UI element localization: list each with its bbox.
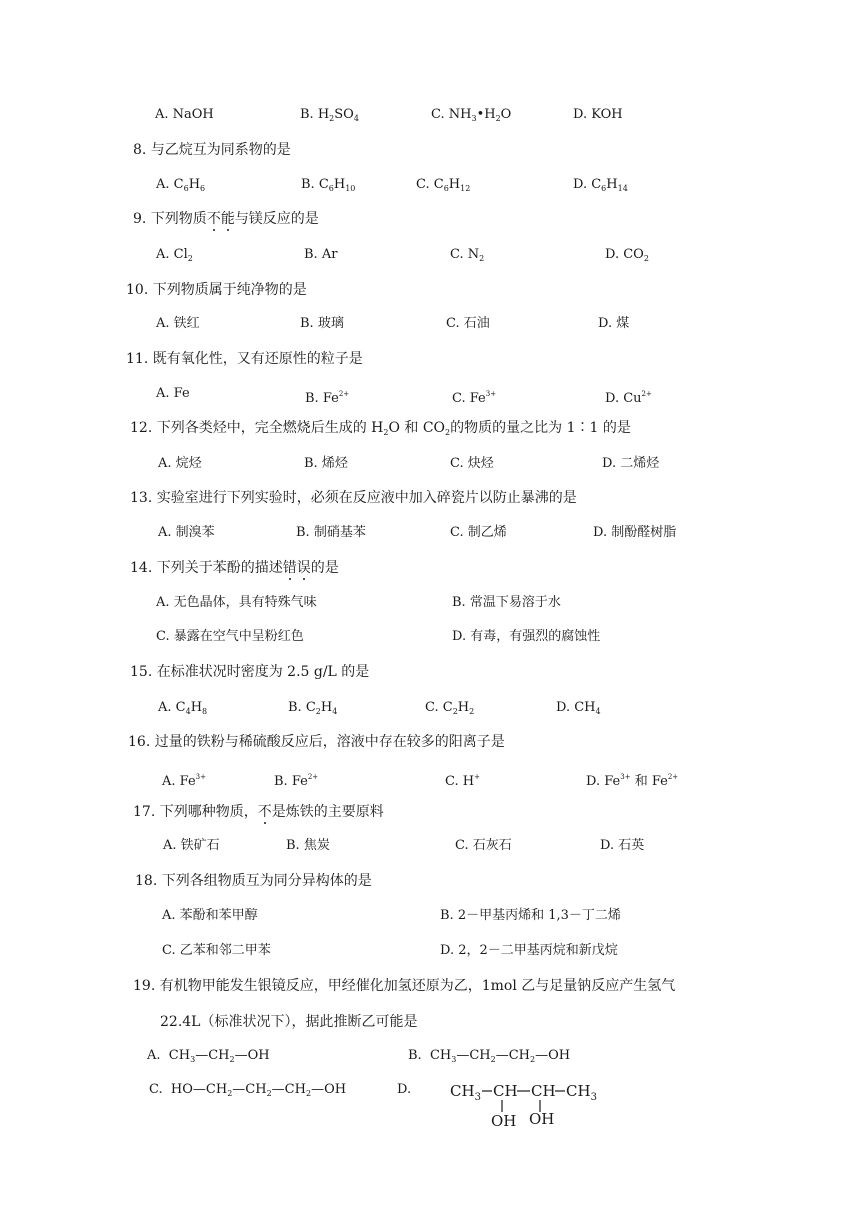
q10-option-b[interactable]: B. 玻璃 (300, 316, 344, 331)
q17-stem: 17. 下列哪种物质，不是炼铁的主要原料 (133, 804, 384, 820)
svg-text:OH: OH (529, 1110, 555, 1128)
q8-option-c[interactable]: C. $C_6H_{12}$ (416, 177, 471, 193)
q19-option-a[interactable]: A. $CH_3—CH_2—OH$ (147, 1048, 270, 1064)
q12-option-d[interactable]: D. 二烯烃 (602, 456, 660, 471)
q9-option-a[interactable]: A. $Cl_2$ (156, 247, 193, 263)
q12-option-a[interactable]: A. 烷烃 (158, 456, 202, 471)
q10-option-d[interactable]: D. 煤 (598, 316, 630, 331)
q7-option-b[interactable]: B. $H_2SO_4$ (300, 107, 359, 123)
q16-option-d[interactable]: D. $Fe^{3+}$ 和 $Fe^{2+}$ (586, 773, 679, 789)
q17-option-b[interactable]: B. 焦炭 (286, 838, 330, 853)
q14-option-c[interactable]: C. 暴露在空气中呈粉红色 (156, 629, 304, 644)
q13-option-a[interactable]: A. 制溴苯 (158, 525, 215, 540)
q16-option-c[interactable]: C. H+ (445, 773, 480, 789)
q7-option-c[interactable]: C. $NH_3•H_2O$ (431, 107, 512, 123)
q9-option-c[interactable]: C. $N_2$ (450, 247, 485, 263)
q11-stem: 11. 既有氧化性，又有还原性的粒子是 (126, 351, 363, 367)
q18-option-c[interactable]: C. 乙苯和邻二甲苯 (162, 943, 271, 958)
q15-option-c[interactable]: C. $C_2H_2$ (425, 700, 475, 716)
q7-option-a[interactable]: A. NaOH (155, 107, 214, 122)
q16-option-b[interactable]: B. $Fe^{2+}$ (274, 773, 319, 789)
q13-option-d[interactable]: D. 制酚醛树脂 (593, 525, 677, 540)
q8-option-d[interactable]: D. $C_6H_{14}$ (573, 177, 628, 193)
svg-text:CH3: $CH_3$ (566, 1082, 597, 1103)
q19-option-c[interactable]: C. $HO—CH_2—CH_2—CH_2—OH$ (149, 1082, 347, 1098)
q14-option-b[interactable]: B. 常温下易溶于水 (452, 595, 561, 610)
q10-option-c[interactable]: C. 石油 (446, 316, 490, 331)
q8-option-b[interactable]: B. $C_6H_{10}$ (301, 177, 356, 193)
q13-option-b[interactable]: B. 制硝基苯 (296, 525, 366, 540)
q9-option-b[interactable]: B. Ar (304, 247, 338, 262)
q11-option-b[interactable]: B. $Fe^{2+}$ (305, 390, 350, 406)
q9-option-d[interactable]: D. $CO_2$ (605, 247, 649, 263)
q7-option-d[interactable]: D. KOH (573, 107, 623, 122)
q18-option-d[interactable]: D. 2，2－二甲基丙烷和新戊烷 (440, 943, 618, 958)
q10-option-a[interactable]: A. 铁红 (156, 316, 200, 331)
q8-stem: 8. 与乙烷互为同系物的是 (133, 142, 291, 158)
q12-stem: 12. 下列各类烃中，完全燃烧后生成的 $H_2O$ 和 $CO_2$的物质的量之比为 1∶1 的是 (130, 420, 631, 437)
q12-option-b[interactable]: B. 烯烃 (304, 456, 348, 471)
q16-option-a[interactable]: A. $Fe^{3+}$ (162, 773, 206, 789)
q18-option-a[interactable]: A. 苯酚和苯甲醇 (162, 908, 258, 923)
svg-text:CH: CH (531, 1082, 556, 1100)
q19-option-b[interactable]: B. $CH_3—CH_2—CH_2—OH$ (408, 1048, 571, 1064)
q18-stem: 18. 下列各组物质互为同分异构体的是 (135, 873, 372, 889)
q14-option-d[interactable]: D. 有毒，有强烈的腐蚀性 (452, 629, 601, 644)
q15-option-b[interactable]: B. $C_2H_4$ (288, 700, 338, 716)
q19-stem: 19. 有机物甲能发生银镜反应，甲经催化加氢还原为乙，1mol 乙与足量钠反应产生氢气 (133, 978, 676, 994)
q8-option-a[interactable]: A. $C_6H_6$ (156, 177, 206, 193)
q9-stem: 9. 下列物质不能与镁反应的是 (133, 211, 319, 227)
q13-option-c[interactable]: C. 制乙烯 (450, 525, 507, 540)
q17-option-d[interactable]: D. 石英 (600, 838, 645, 853)
q19-option-d-structure[interactable] (448, 1078, 598, 1130)
svg-text:CH3: $CH_3$ (450, 1082, 481, 1103)
q19-option-d-label[interactable]: D. (397, 1082, 412, 1097)
q18-option-b[interactable]: B. 2－甲基丙烯和 1,3－丁二烯 (440, 908, 621, 923)
q15-option-a[interactable]: A. $C_4H_8$ (158, 700, 208, 716)
svg-text:OH: OH (491, 1112, 517, 1130)
q12-option-c[interactable]: C. 炔烃 (450, 456, 494, 471)
svg-text:CH: CH (493, 1082, 518, 1100)
q19-stem-continued: 22.4L（标准状况下），据此推断乙可能是 (160, 1014, 418, 1030)
q10-stem: 10. 下列物质属于纯净物的是 (126, 282, 307, 298)
q17-option-c[interactable]: C. 石灰石 (455, 838, 512, 853)
q15-stem: 15. 在标准状况时密度为 2.5 g/L 的是 (130, 664, 370, 680)
q11-option-a[interactable]: A. Fe (156, 386, 190, 401)
q14-option-a[interactable]: A. 无色晶体，具有特殊气味 (156, 595, 317, 610)
q14-stem: 14. 下列关于苯酚的描述错误的是 (130, 560, 339, 576)
q13-stem: 13. 实验室进行下列实验时，必须在反应液中加入碎瓷片以防止暴沸的是 (130, 490, 577, 506)
q16-stem: 16. 过量的铁粉与稀硫酸反应后，溶液中存在较多的阳离子是 (128, 734, 505, 750)
q17-option-a[interactable]: A. 铁矿石 (163, 838, 220, 853)
q11-option-d[interactable]: D. $Cu^{2+}$ (605, 390, 652, 406)
q11-option-c[interactable]: C. $Fe^{3+}$ (452, 390, 497, 406)
q7-options (155, 106, 214, 124)
q15-option-d[interactable]: D. $CH_4$ (556, 700, 601, 716)
